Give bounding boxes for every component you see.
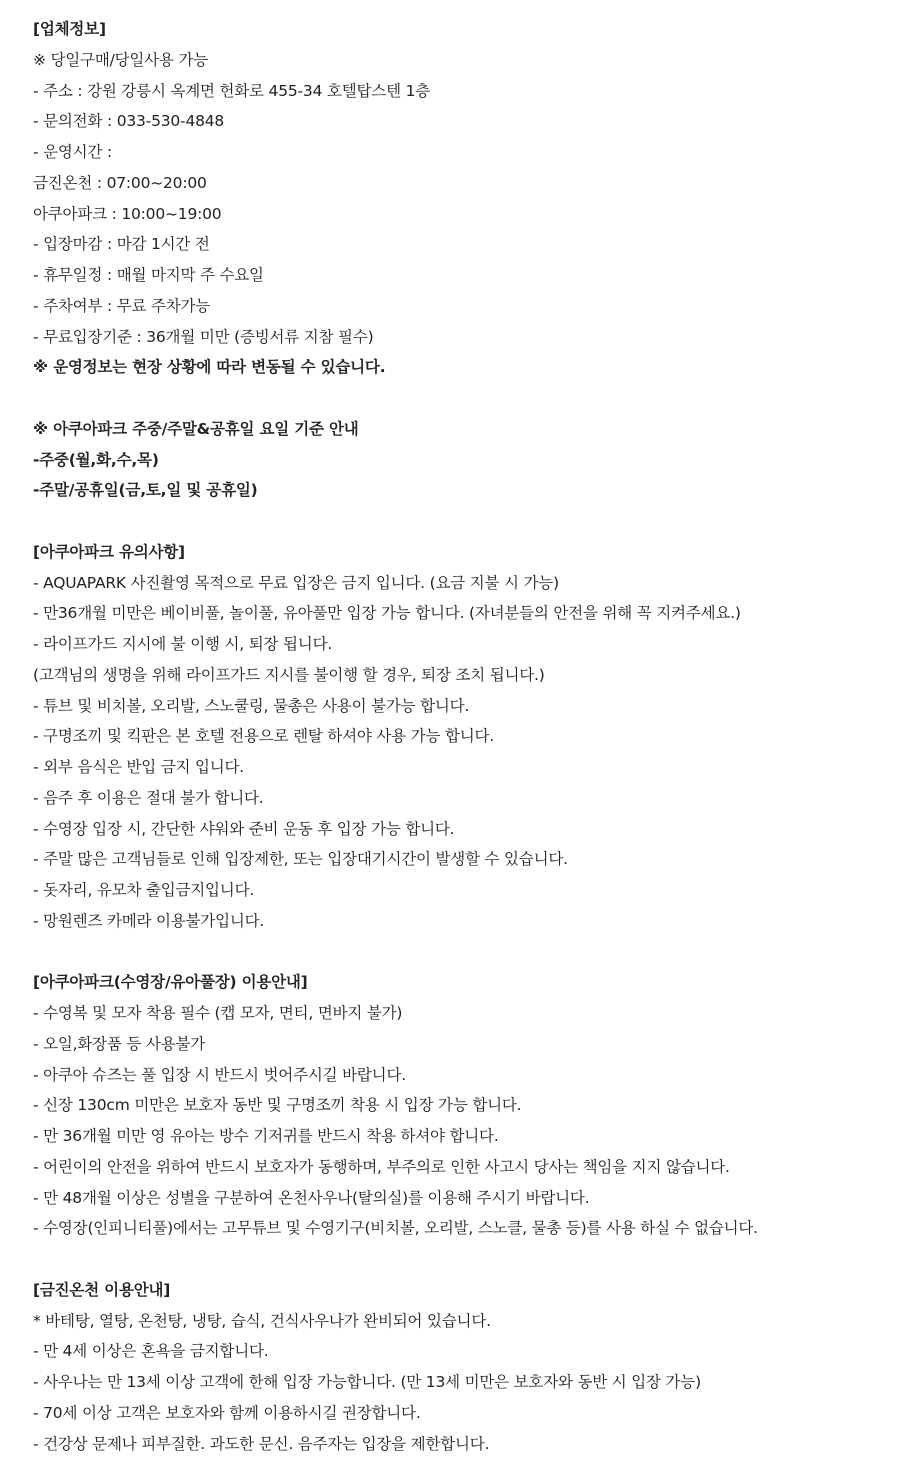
text-line: - 수영복 및 모자 착용 필수 (캡 모자, 면티, 면바지 불가) — [33, 1004, 403, 1022]
text-line: - 신장 130cm 미만은 보호자 동반 및 구명조끼 착용 시 입장 가능 합니다. — [33, 1096, 522, 1115]
text-line: - 구명조끼 및 킥판은 본 호텔 전용으로 렌탈 하셔야 사용 가능 합니다. — [33, 727, 494, 746]
text-line: - 휴무일정 : 매월 마지막 주 수요일 — [33, 266, 264, 284]
section-heading: ※ 운영정보는 현장 상황에 따라 변동될 수 있습니다. — [33, 358, 386, 377]
blank-line — [33, 383, 893, 414]
section-heading: ※ 아쿠아파크 주중/주말&공휴일 요일 기준 안내 — [33, 419, 359, 438]
text-line: - 문의전화 : 033-530-4848 — [33, 112, 225, 131]
text-line: - 사우나는 만 13세 이상 고객에 한해 입장 가능합니다. (만 13세 미만은 보호자와 동반 시 입장 가능) — [33, 1373, 701, 1391]
blank-line — [33, 506, 893, 537]
section-heading: [업체정보] — [33, 20, 106, 38]
text-line: (고객님의 생명을 위해 라이프가드 지시를 불이행 할 경우, 퇴장 조치 됩니다.) — [33, 665, 545, 684]
text-line: - 70세 이상 고객은 보호자와 함께 이용하시길 권장합니다. — [33, 1403, 421, 1422]
text-line: - 수영장 입장 시, 간단한 샤워와 준비 운동 후 입장 가능 합니다. — [33, 819, 455, 838]
blank-line — [33, 1244, 893, 1275]
text-line: 아쿠아파크 : 10:00~19:00 — [33, 204, 222, 223]
text-line: - 튜브 및 비치볼, 오리발, 스노쿨링, 물총은 사용이 불가능 합니다. — [33, 696, 470, 715]
text-line: ※ 당일구매/당일사용 가능 — [33, 50, 208, 69]
section-heading: -주중(월,화,수,목) — [33, 450, 159, 469]
text-line: - 외부 음식은 반입 금지 입니다. — [33, 758, 245, 776]
text-line: - 라이프가드 지시에 불 이행 시, 퇴장 됩니다. — [33, 635, 333, 653]
blank-line — [33, 937, 893, 968]
text-line: - 입장마감 : 마감 1시간 전 — [33, 235, 210, 254]
text-line: - 만 36개월 미만 영 유아는 방수 기저귀를 반드시 착용 하셔야 합니다. — [33, 1127, 499, 1145]
text-line: - 아쿠아 슈즈는 풀 입장 시 반드시 벗어주시길 바랍니다. — [33, 1065, 406, 1084]
text-line: * 바테탕, 열탕, 온천탕, 냉탕, 습식, 건식사우나가 완비되어 있습니다. — [33, 1311, 491, 1330]
text-line: - 음주 후 이용은 절대 불가 합니다. — [33, 788, 264, 807]
text-line: - 오일,화장품 등 사용불가 — [33, 1034, 206, 1053]
text-line: 금진온천 : 07:00~20:00 — [33, 173, 207, 192]
text-line: - 주말 많은 고객님들로 인해 입장제한, 또는 입장대기시간이 발생할 수 있습니다. — [33, 850, 568, 869]
text-line: - 만 4세 이상은 혼욕을 금지합니다. — [33, 1342, 269, 1361]
text-line: - 만 48개월 이상은 성별을 구분하여 온천사우나(탈의실)를 이용해 주시기 바랍니다. — [33, 1188, 590, 1207]
text-line: - 무료입장기준 : 36개월 미만 (증빙서류 지참 필수) — [33, 327, 374, 346]
info-document — [33, 14, 893, 1459]
text-line: - 수영장(인피니티풀)에서는 고무튜브 및 수영기구(비치볼, 오리발, 스노클, 물총 등)를 사용 하실 수 없습니다. — [33, 1219, 758, 1238]
section-heading: [아쿠아파크(수영장/유아풀장) 이용안내] — [33, 973, 308, 992]
text-line: - 어린이의 안전을 위하여 반드시 보호자가 동행하며, 부주의로 인한 사고시 당사는 책임을 지지 않습니다. — [33, 1157, 730, 1176]
text-line: - 주차여부 : 무료 주차가능 — [33, 296, 211, 315]
text-line: - 망원렌즈 카메라 이용불가입니다. — [33, 911, 265, 930]
section-heading: [아쿠아파크 유의사항] — [33, 542, 185, 561]
section-heading: -주말/공휴일(금,토,일 및 공휴일) — [33, 481, 258, 500]
text-line: - 운영시간 : — [33, 143, 112, 161]
text-line: - 돗자리, 유모차 출입금지입니다. — [33, 881, 255, 899]
text-line: - 주소 : 강원 강릉시 옥계면 헌화로 455-34 호텔탑스텐 1층 — [33, 81, 431, 100]
text-line: - AQUAPARK 사진촬영 목적으로 무료 입장은 금지 입니다. (요금 지불 시 가능) — [33, 573, 559, 592]
text-line: - 건강상 문제나 피부질한. 과도한 문신. 음주자는 입장을 제한합니다. — [33, 1434, 490, 1453]
text-line: - 만36개월 미만은 베이비풀, 놀이풀, 유아풀만 입장 가능 합니다. (자녀분들의 안전을 위해 꼭 지켜주세요.) — [33, 604, 741, 623]
section-heading: [금진온천 이용안내] — [33, 1280, 171, 1299]
